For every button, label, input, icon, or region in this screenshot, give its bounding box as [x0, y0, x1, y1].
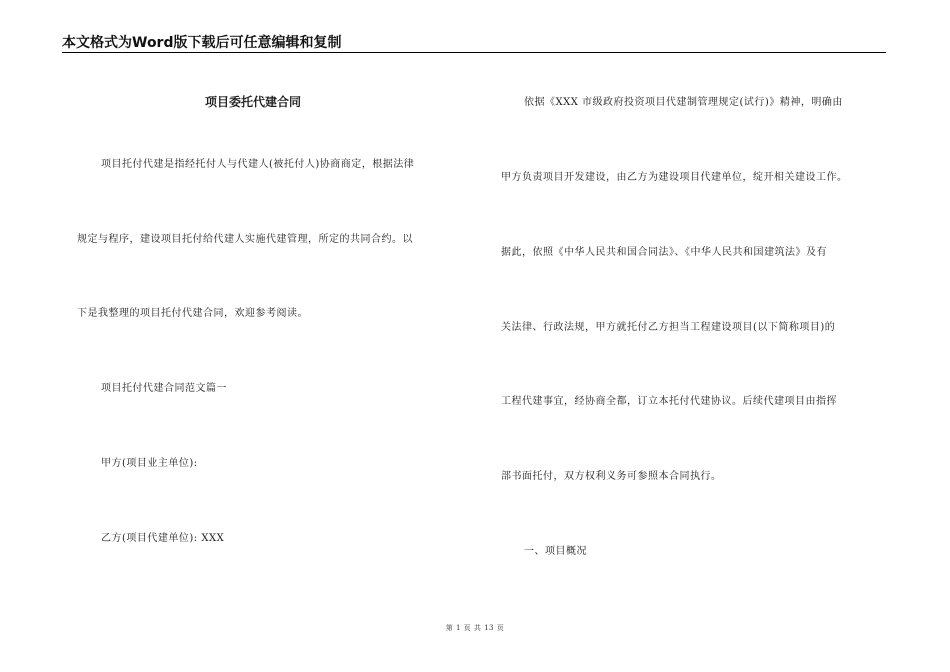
paragraph-line: 规定与程序，建设项目托付给代建人实施代建管理，所定的共同合约。以	[77, 234, 413, 245]
section-heading: 一、项目概况	[524, 546, 587, 557]
header-rule	[62, 52, 886, 53]
paragraph-line: 依据《XXX 市级政府投资项目代建制管理规定(试行)》精神，明确由	[524, 97, 843, 108]
paragraph-line: 部书面托付，双方权利义务可参照本合同执行。	[501, 471, 722, 482]
paragraph-line: 下是我整理的项目托付代建合同，欢迎参考阅读。	[77, 308, 308, 319]
party-a-line: 甲方(项目业主单位):	[101, 458, 198, 469]
document-header: 本文格式为Word版下载后可任意编辑和复制	[62, 35, 342, 51]
section-heading: 项目托付代建合同范文篇一	[101, 383, 227, 394]
paragraph-line: 工程代建事宜，经协商全都，订立本托付代建协议。后续代建项目由指挥	[501, 396, 837, 407]
page-footer: 第 1 页 共 13 页	[445, 624, 505, 632]
paragraph-line: 甲方负责项目开发建设，由乙方为建设项目代建单位，绽开相关建设工作。	[501, 172, 848, 183]
party-b-line: 乙方(项目代建单位): XXX	[101, 533, 225, 544]
paragraph-line: 关法律、行政法规，甲方就托付乙方担当工程建设项目(以下简称项目)的	[501, 322, 836, 333]
paragraph-line: 据此，依照《中华人民共和国合同法》、《中华人民共和国建筑法》及有	[501, 247, 827, 258]
paragraph-line: 项目托付代建是指经托付人与代建人(被托付人)协商商定，根据法律	[101, 159, 415, 170]
document-title: 项目委托代建合同	[205, 95, 302, 109]
